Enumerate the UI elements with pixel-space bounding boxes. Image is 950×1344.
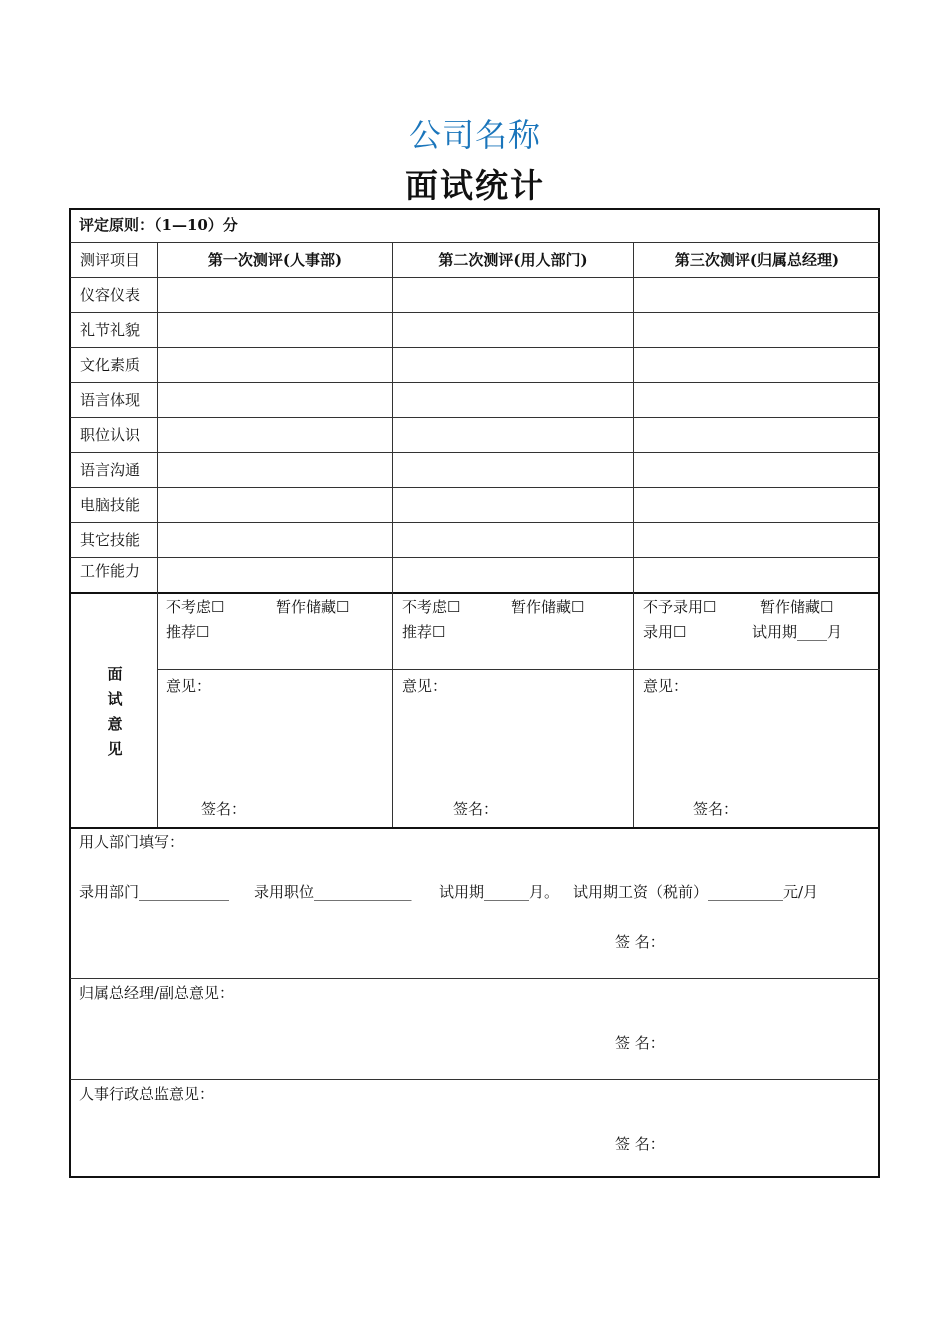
checkbox-not-consider[interactable]: 不考虑☐ <box>166 598 225 616</box>
comment-label: 意见： <box>643 677 689 695</box>
comment-label: 意见： <box>402 677 448 695</box>
signature-label: 签 名： <box>615 1034 665 1052</box>
gm-section-heading: 归属总经理/副总意见： <box>79 984 235 1002</box>
signature-label: 签名： <box>201 800 247 818</box>
grid-line <box>70 487 880 488</box>
grid-line <box>70 277 880 278</box>
checkbox-hire[interactable]: 录用☐ <box>643 623 687 641</box>
probation-salary-field[interactable]: 试用期工资（税前）__________元/月 <box>573 883 819 901</box>
opinion-label-char: 面 <box>107 665 123 683</box>
checkbox-hold[interactable]: 暂作储藏☐ <box>760 598 834 616</box>
grid-line <box>157 669 880 670</box>
checkbox-recommend[interactable]: 推荐☐ <box>402 623 446 641</box>
opinion-label <box>80 662 150 762</box>
opinion-label-char: 见 <box>107 740 123 758</box>
checkbox-recommend[interactable]: 推荐☐ <box>166 623 210 641</box>
row-label: 电脑技能 <box>80 496 141 514</box>
grid-line <box>70 557 880 558</box>
row-label: 语言沟通 <box>80 461 141 479</box>
checkbox-reject[interactable]: 不予录用☐ <box>643 598 717 616</box>
page-title: 面试统计 <box>405 166 545 205</box>
grid-line <box>70 347 880 348</box>
row-label: 其它技能 <box>80 531 141 549</box>
row-label: 仪容仪表 <box>80 286 141 304</box>
signature-label: 签 名： <box>615 933 665 951</box>
opinion-label-char: 试 <box>107 690 123 708</box>
grid-line <box>70 1079 880 1080</box>
grid-line <box>70 827 880 829</box>
checkbox-hold[interactable]: 暂作储藏☐ <box>511 598 585 616</box>
checkbox-hold[interactable]: 暂作储藏☐ <box>276 598 350 616</box>
signature-label: 签名： <box>693 800 739 818</box>
hr-section-heading: 人事行政总监意见： <box>79 1085 215 1103</box>
opinion-label-char: 意 <box>107 715 123 733</box>
col-header-round1: 第一次测评(人事部) <box>207 251 343 269</box>
grid-line <box>70 592 880 594</box>
grid-line <box>70 382 880 383</box>
col-header-round2: 第二次测评(用人部门) <box>438 251 588 269</box>
grid-line <box>70 978 880 979</box>
grid-line <box>157 242 158 827</box>
col-header-item: 测评项目 <box>80 251 141 269</box>
checkbox-not-consider[interactable]: 不考虑☐ <box>402 598 461 616</box>
col-header-round3: 第三次测评(归属总经理) <box>674 251 840 269</box>
grid-line <box>70 242 880 243</box>
comment-label: 意见： <box>166 677 212 695</box>
signature-label: 签名： <box>453 800 499 818</box>
dept-section-heading: 用人部门填写： <box>79 833 185 851</box>
row-label: 工作能力 <box>80 562 141 580</box>
grid-line <box>392 242 393 827</box>
row-label: 语言体现 <box>80 391 141 409</box>
hire-dept-field[interactable]: 录用部门____________ <box>79 883 230 901</box>
grid-line <box>633 242 634 827</box>
probation-field[interactable]: 试用期____月 <box>752 623 843 641</box>
company-name: 公司名称 <box>408 116 541 154</box>
row-label: 职位认识 <box>80 426 141 444</box>
row-label: 礼节礼貌 <box>80 321 141 339</box>
signature-label: 签 名： <box>615 1135 665 1153</box>
row-label: 文化素质 <box>80 356 141 374</box>
grid-line <box>70 417 880 418</box>
grid-line <box>70 312 880 313</box>
criteria-label: 评定原则：（1—10）分 <box>79 216 238 234</box>
grid-line <box>70 452 880 453</box>
grid-line <box>70 522 880 523</box>
hire-position-field[interactable]: 录用职位_____________ <box>254 883 412 901</box>
probation-period-field[interactable]: 试用期______月。 <box>439 883 560 901</box>
